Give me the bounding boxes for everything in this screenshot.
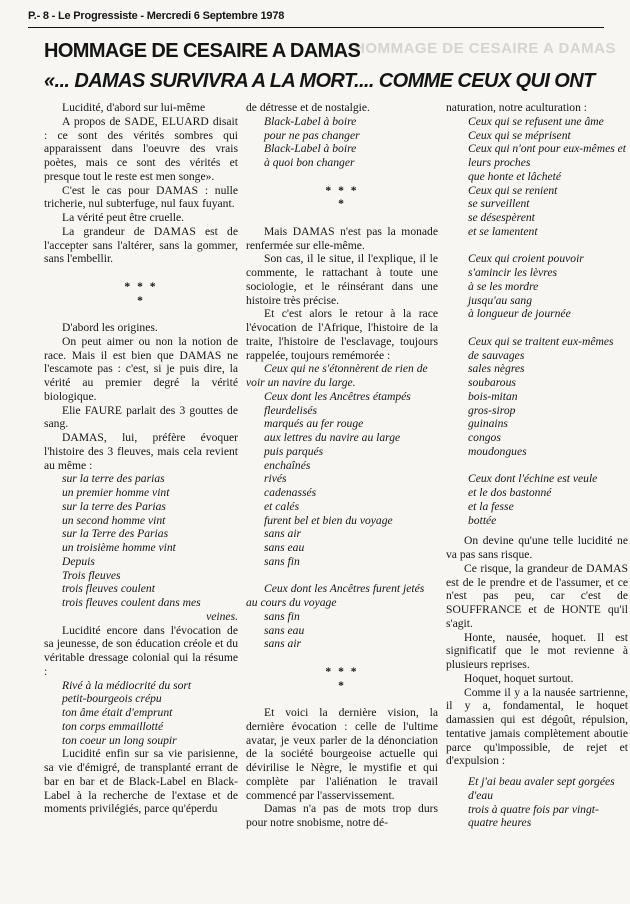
verse-line: et calés <box>264 499 300 513</box>
verse-line: Ceux qui n'ont pour eux-mêmes et leurs proches <box>468 142 626 169</box>
verse-line: et le dos bastonné <box>468 486 552 499</box>
paragraph: Elie FAURE parlait des 3 gouttes de sang. <box>44 403 238 431</box>
verse-quote <box>446 252 628 321</box>
verse-line: Ceux dont les Ancêtres furent jetés au cours du voyage <box>246 582 425 609</box>
verse-line: se surveillent <box>468 197 530 211</box>
paragraph: Lucidité, d'abord sur lui-même <box>62 101 206 114</box>
verse-line: à quoi bon changer <box>264 156 355 169</box>
paragraph: Son cas, il le situe, il l'explique, il le commente, le rattachant à toute une sociologie, et le réinsérant dans une histoire très précise. <box>246 252 438 307</box>
verse-line: Black-Label à boire <box>264 142 357 156</box>
verse-line: Ceux qui ne s'étonnèrent de rien de voir un navire du large. <box>246 362 428 389</box>
verse-line: Ceux qui se renient <box>468 183 558 197</box>
verse-line: que honte et lâcheté <box>468 169 562 183</box>
section-separator: * * * <box>124 279 158 293</box>
bleed-through-title: HOMMAGE DE CESAIRE A DAMAS <box>354 40 616 57</box>
verse-quote <box>246 362 438 651</box>
verse-line: aux lettres du navire au large <box>264 431 401 444</box>
verse-line: bois-mitan <box>468 389 518 403</box>
verse-line: Ceux dont l'échine est veule <box>468 472 598 486</box>
paragraph: Comme il y a la nausée sartrienne, il y a, fondamental, le hoquet damassien qui est dégoût, répulsion, tentative jamais complètement aboutie parce qu'impossible, de rejet et d'expulsion : <box>446 685 628 768</box>
verse-line: et se lamentent <box>468 224 538 238</box>
verse-line: congos <box>468 431 501 444</box>
verse-line: puis parqués <box>264 444 324 458</box>
verse-line: furent bel et bien du voyage <box>264 513 393 527</box>
verse-line: Depuis <box>62 554 95 568</box>
verse-quote <box>446 335 628 459</box>
paragraph: Ce risque, la grandeur de DAMAS est de le prendre et de l'assumer, et ce n'est pas peu, car c'est de SOUFFRANCE et de HONTE qu'il s'agit. <box>446 561 628 630</box>
verse-line: sans fin <box>264 554 300 568</box>
verse-line: un troisième homme vint <box>62 541 176 554</box>
verse-line: moudongues <box>468 444 527 458</box>
verse-line: Trois fleuves <box>62 568 121 582</box>
verse-line: Ceux qui croient pouvoir s'amincir les lèvres <box>468 252 584 279</box>
verse-quote <box>44 472 238 623</box>
paragraph: Lucidité encore dans l'évocation de sa jeunesse, de son éducation créole et du véritable dressage colonial qui la résume : <box>44 623 238 678</box>
verse-line: trois fleuves coulent dans mes <box>62 596 201 609</box>
verse-line: trois fleuves coulent <box>62 582 155 596</box>
verse-line: Rivé à la médiocrité du sort <box>62 678 192 692</box>
verse-line: Black-Label à boire <box>264 114 357 128</box>
verse-quote <box>44 679 238 748</box>
paragraph: La grandeur de DAMAS est de l'accepter sans l'altérer, sans la gommer, sans l'embellir. <box>44 224 238 266</box>
verse-line: gros-sirop <box>468 403 516 417</box>
verse-line: fleurdelisés <box>264 403 318 417</box>
verse-line: marqués au fer rouge <box>264 417 364 431</box>
paragraph: naturation, notre aculturation : <box>446 101 588 114</box>
verse-line: jusqu'au sang <box>468 293 532 307</box>
verse-line: sales nègres <box>468 362 525 376</box>
verse-line: sans air <box>264 527 302 541</box>
paragraph: On devine qu'une telle lucidité ne va pas sans risque. <box>446 534 628 561</box>
verse-line: pour ne pas changer <box>264 128 360 142</box>
paragraph: Et voici la dernière vision, la dernière évocation : celle de l'ultime avatar, je veux parler de la dénonciation de la société bourgeoise actuelle qui dévirilise le Nègre, le mystifie et qui complète par l'aliénation le travail commencé par l'asservissement. <box>246 706 438 802</box>
verse-quote <box>446 775 628 830</box>
paragraph: Lucidité enfin sur sa vie parisienne, sa vie d'émigré, de transplanté errant de bar en bar et de Black-Label en Black-Label à la recherche de l'extase et de moments privilégiés, parce qu'éperdu <box>44 747 238 816</box>
verse-line: ton corps emmaillotté <box>62 719 164 733</box>
paragraph: Hoquet, hoquet surtout. <box>464 671 574 685</box>
section-separator: * <box>338 197 346 211</box>
section-separator: * * * <box>325 183 359 197</box>
verse-line: ton coeur un long soupir <box>62 733 177 747</box>
paragraph: DAMAS, lui, préfère évoquer l'histoire des 3 fleuves, mais cela revient au même : <box>44 431 238 472</box>
verse-quote <box>446 472 628 527</box>
verse-line: guinains <box>468 417 508 431</box>
paragraph: La vérité peut être cruelle. <box>62 211 184 224</box>
article-title: HOMMAGE DE CESAIRE A DAMAS <box>44 40 361 62</box>
column-1 <box>44 101 238 816</box>
page-folio: P.- 8 - Le Progressiste - Mercredi 6 Septembre 1978 <box>28 10 285 22</box>
verse-line: et la fesse <box>468 499 514 513</box>
verse-line: sans eau <box>264 541 305 554</box>
verse-line: bottée <box>468 513 497 527</box>
paragraph: On peut aimer ou non la notion de race. Mais il est bien que DAMAS ne l'escamote pas : c'est, si je puis dire, la vérité au premier degré la vérité biologique. <box>44 334 238 403</box>
verse-line: Ceux dont les Ancêtres étampés <box>264 389 411 403</box>
verse-line: de sauvages <box>468 348 525 362</box>
section-separator: * * * <box>325 664 359 678</box>
verse-line: sur la Terre des Parias <box>62 527 169 541</box>
verse-line: soubarous <box>468 376 516 389</box>
verse-line: petit-bourgeois crépu <box>62 692 162 706</box>
verse-line: sans fin <box>264 609 300 623</box>
paragraph: Damas n'a pas de mots trop durs pour notre snobisme, notre dé- <box>246 802 438 829</box>
verse-line: cadenassés <box>264 486 317 499</box>
verse-line: Ceux qui se méprisent <box>468 128 571 142</box>
paragraph: A propos de SADE, ELUARD disait : ce sont des vérités sombres qui apparaissent dans l'oeuvre des vrais poètes, mais ce sont des vérités et presque tout le reste est men songe». <box>44 114 238 183</box>
verse-line: un premier homme vint <box>62 486 170 499</box>
verse-line: se désespèrent <box>468 211 535 224</box>
column-2 <box>246 101 438 830</box>
header-rule <box>28 27 604 28</box>
verse-quote <box>246 115 438 170</box>
section-separator: * <box>338 678 346 692</box>
verse-line: trois à quatre fois par vingt-quatre heures <box>468 802 599 830</box>
verse-line: à se les mordre <box>468 279 539 293</box>
verse-line: veines. <box>206 609 238 623</box>
verse-line: ton âme était d'emprunt <box>62 706 173 719</box>
verse-line: sans eau <box>264 623 305 637</box>
paragraph: Et c'est alors le retour à la race l'évocation de l'Afrique, l'histoire de la traite, l'histoire de l'esclavage, toujours rappelée, toujours remémorée : <box>246 307 438 362</box>
verse-line: sur la terre des parias <box>62 472 165 486</box>
verse-line: un second homme vint <box>62 513 166 527</box>
paragraph: Mais DAMAS n'est pas la monade renfermée sur elle-même. <box>246 224 438 252</box>
verse-line: enchaînés <box>264 458 311 472</box>
verse-line: rivés <box>264 472 287 486</box>
verse-line: à longueur de journée <box>468 307 571 321</box>
paragraph: Honte, nausée, hoquet. Il est significatif que le mot revienne à plusieurs reprises. <box>446 630 628 671</box>
verse-line: Ceux qui se traitent eux-mêmes <box>468 334 614 348</box>
paragraph: de détresse et de nostalgie. <box>246 101 370 114</box>
column-3 <box>446 101 628 830</box>
paragraph: D'abord les origines. <box>62 321 158 334</box>
verse-quote <box>446 115 628 239</box>
verse-line: sur la terre des Parias <box>62 499 166 513</box>
paragraph: C'est le cas pour DAMAS : nulle tricherie, nul subterfuge, nul faux fuyant. <box>44 183 238 211</box>
verse-line: sans air <box>264 637 302 651</box>
article-subtitle: «... DAMAS SURVIVRA A LA MORT.... COMME CEUX QUI ONT <box>44 70 595 92</box>
section-separator: * <box>137 293 145 307</box>
verse-line: Ceux qui se refusent une âme <box>468 114 604 128</box>
verse-line: Et j'ai beau avaler sept gorgées d'eau <box>468 775 615 802</box>
